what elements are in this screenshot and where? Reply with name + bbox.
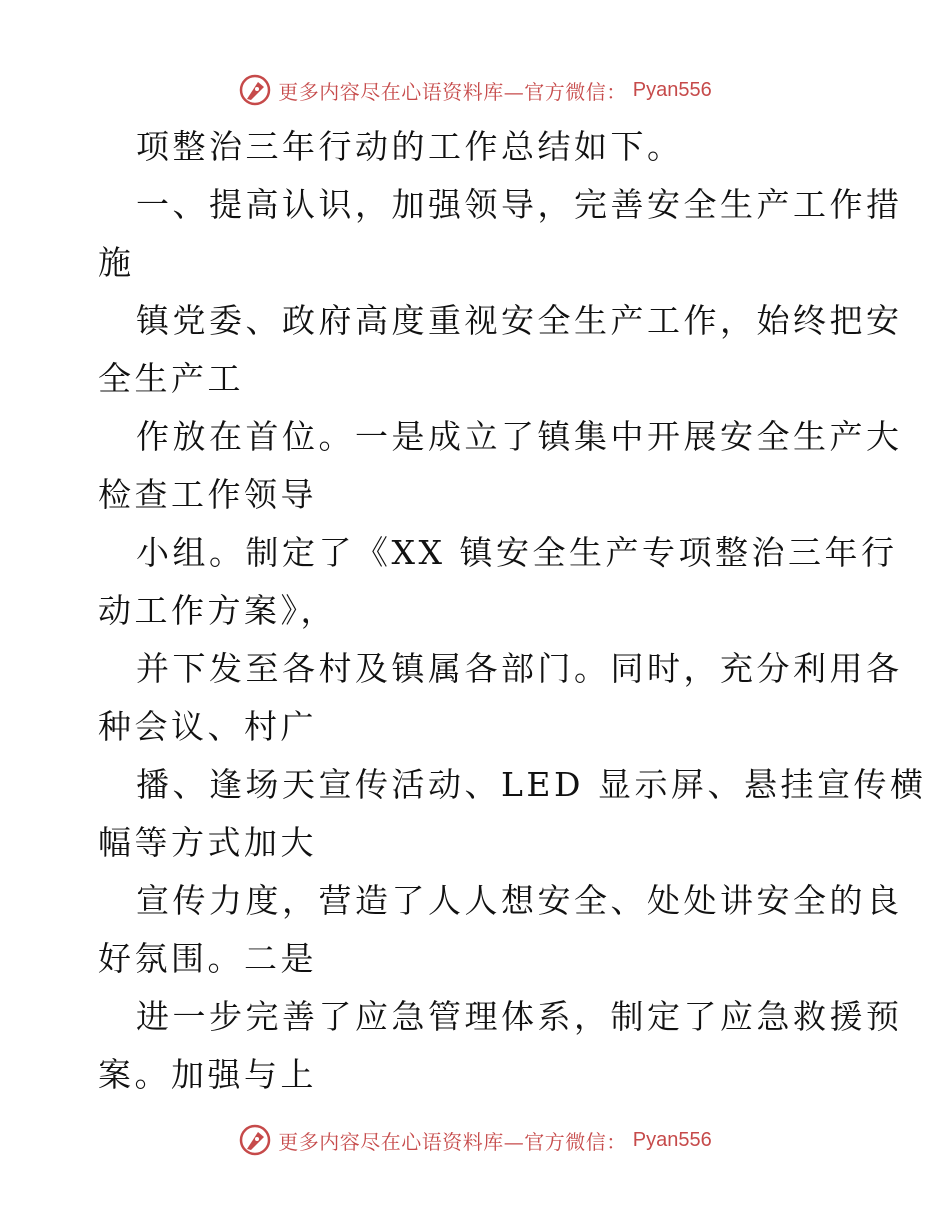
text-line: 小组。制定了《XX 镇安全生产专项整治三年行 <box>136 533 898 572</box>
watermark-text: 更多内容尽在心语资料库—官方微信： <box>278 79 627 104</box>
text-line: 并下发至各村及镇属各部门。同时，充分利用各 <box>136 649 903 688</box>
text-line: 种会议、村广 <box>98 707 317 746</box>
pen-nib-circle-logo-icon <box>238 73 272 107</box>
pen-nib-circle-logo-icon <box>238 1123 272 1157</box>
text-line: 好氛围。二是 <box>98 939 317 978</box>
text-line: 案。加强与上 <box>98 1055 317 1094</box>
text-line: 检查工作领导 <box>98 475 317 514</box>
watermark-wechat-id: Pyan556 <box>632 78 712 101</box>
text-line: 幅等方式加大 <box>98 823 317 862</box>
text-line: 一、提高认识，加强领导，完善安全生产工作措 <box>136 185 903 224</box>
text-line: 动工作方案》， <box>98 591 337 630</box>
text-line: 全生产工 <box>98 359 244 398</box>
watermark-text: 更多内容尽在心语资料库—官方微信： <box>278 1129 627 1154</box>
text-line: 项整治三年行动的工作总结如下。 <box>136 127 684 166</box>
watermark-header <box>0 70 950 110</box>
watermark-footer <box>0 1120 950 1160</box>
text-line: 施 <box>98 243 135 282</box>
document-body <box>98 118 927 1104</box>
watermark-wechat-id: Pyan556 <box>632 1128 712 1151</box>
text-line: 宣传力度，营造了人人想安全、处处讲安全的良 <box>136 881 903 920</box>
text-line: 进一步完善了应急管理体系，制定了应急救援预 <box>136 997 903 1036</box>
text-line: 播、逢场天宣传活动、LED 显示屏、悬挂宣传横 <box>136 765 927 804</box>
text-line: 作放在首位。一是成立了镇集中开展安全生产大 <box>136 417 903 456</box>
text-line: 镇党委、政府高度重视安全生产工作，始终把安 <box>136 301 903 340</box>
